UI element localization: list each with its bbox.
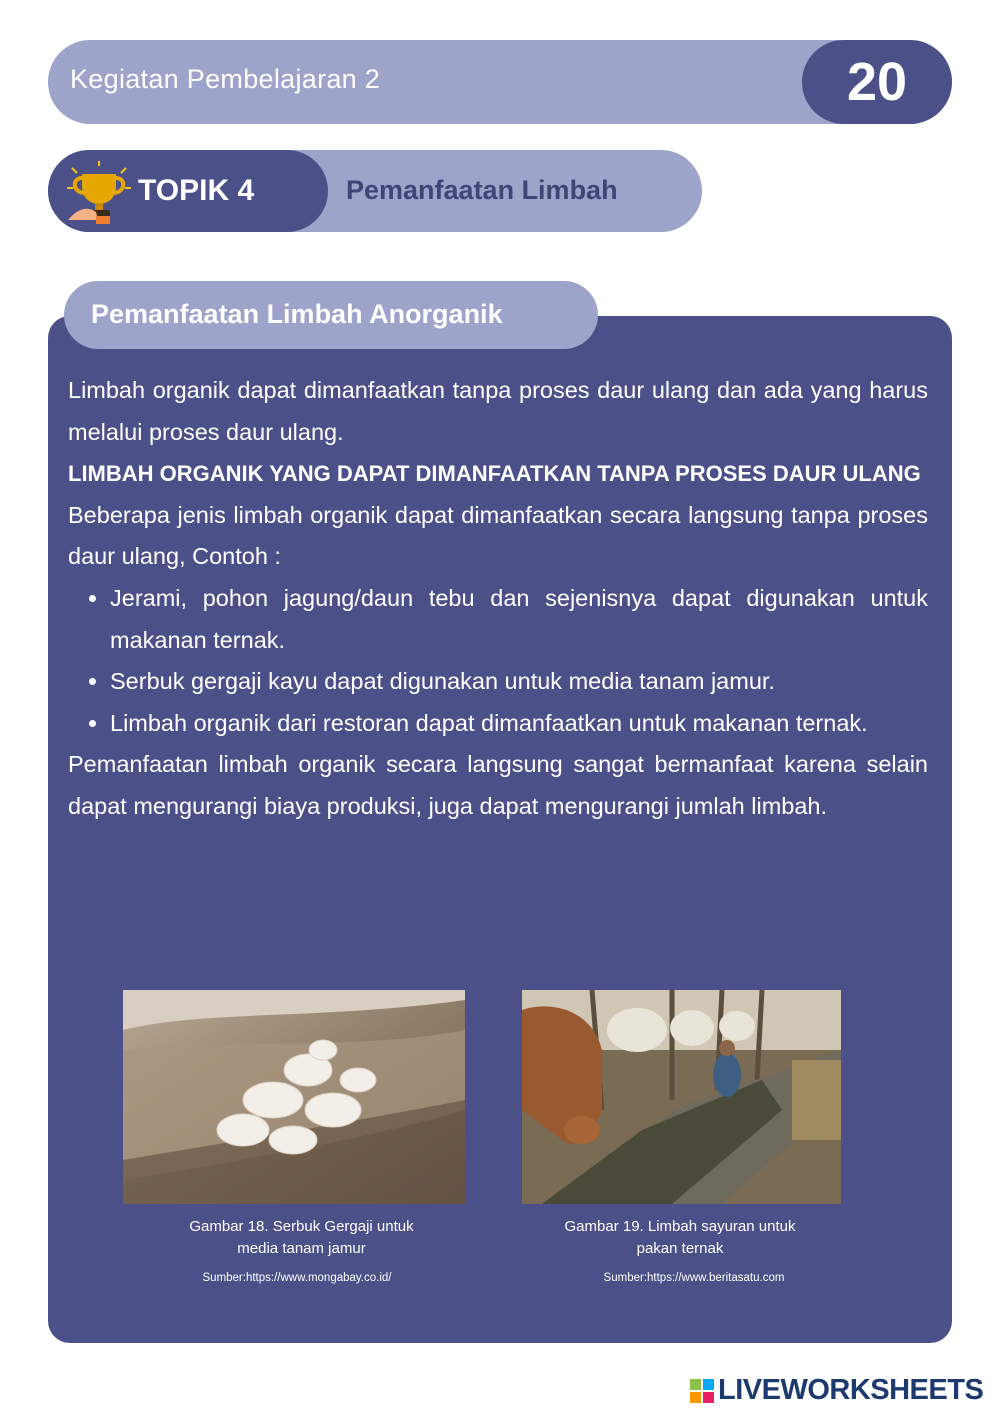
header-title: Kegiatan Pembelajaran 2 xyxy=(70,64,381,94)
figure-caption xyxy=(522,1216,838,1260)
liveworksheets-icon xyxy=(690,1379,714,1403)
section-tab xyxy=(64,281,598,349)
closing-paragraph: Pemanfaatan limbah organik secara langsung sangat bermanfaat karena selain dapat mengurangi biaya produksi, juga dapat mengurangi jumlah limbah. xyxy=(68,751,928,819)
topic-bar xyxy=(48,150,702,232)
header-bar xyxy=(48,40,952,124)
intro-paragraph: Limbah organik dapat dimanfaatkan tanpa proses daur ulang dan ada yang harus melalui proses daur ulang. xyxy=(68,377,928,445)
trophy-icon xyxy=(64,160,134,226)
caption-line: media tanam jamur xyxy=(237,1240,366,1257)
liveworksheets-brand: LIVEWORKSHEETS xyxy=(718,1374,984,1406)
body-text xyxy=(68,370,928,828)
figure-caption xyxy=(123,1216,480,1260)
section-title: Pemanfaatan Limbah Anorganik xyxy=(91,299,503,329)
topic-label: TOPIK 4 xyxy=(138,174,255,207)
example-list xyxy=(68,578,928,744)
caption-line: Gambar 19. Limbah sayuran untuk xyxy=(564,1218,796,1235)
list-item: • Serbuk gergaji kayu dapat digunakan untuk media tanam jamur. xyxy=(110,661,928,703)
topic-subtitle: Pemanfaatan Limbah xyxy=(346,175,618,205)
content-heading: LIMBAH ORGANIK YANG DAPAT DIMANFAATKAN TANPA PROSES DAUR ULANG xyxy=(68,461,921,487)
mushroom-photo xyxy=(123,990,465,1204)
list-item: • Limbah organik dari restoran dapat dimanfaatkan untuk makanan ternak. xyxy=(110,703,928,745)
caption-line: Gambar 18. Serbuk Gergaji untuk xyxy=(189,1218,414,1235)
caption-line: pakan ternak xyxy=(636,1240,724,1257)
lead-paragraph: Beberapa jenis limbah organik dapat dimanfaatkan secara langsung tanpa proses daur ulang, Contoh : xyxy=(68,501,928,570)
liveworksheets-logo[interactable] xyxy=(690,1374,990,1408)
figure-source: Sumber:https://www.mongabay.co.id/ xyxy=(202,1272,392,1284)
figure-source: Sumber:https://www.beritasatu.com xyxy=(603,1272,785,1284)
page-number: 20 xyxy=(802,40,952,124)
cattle-photo xyxy=(522,990,841,1204)
topic-pill xyxy=(48,150,328,232)
list-item: • Jerami, pohon jagung/daun tebu dan sejenisnya dapat digunakan untuk makanan ternak. xyxy=(110,578,928,661)
